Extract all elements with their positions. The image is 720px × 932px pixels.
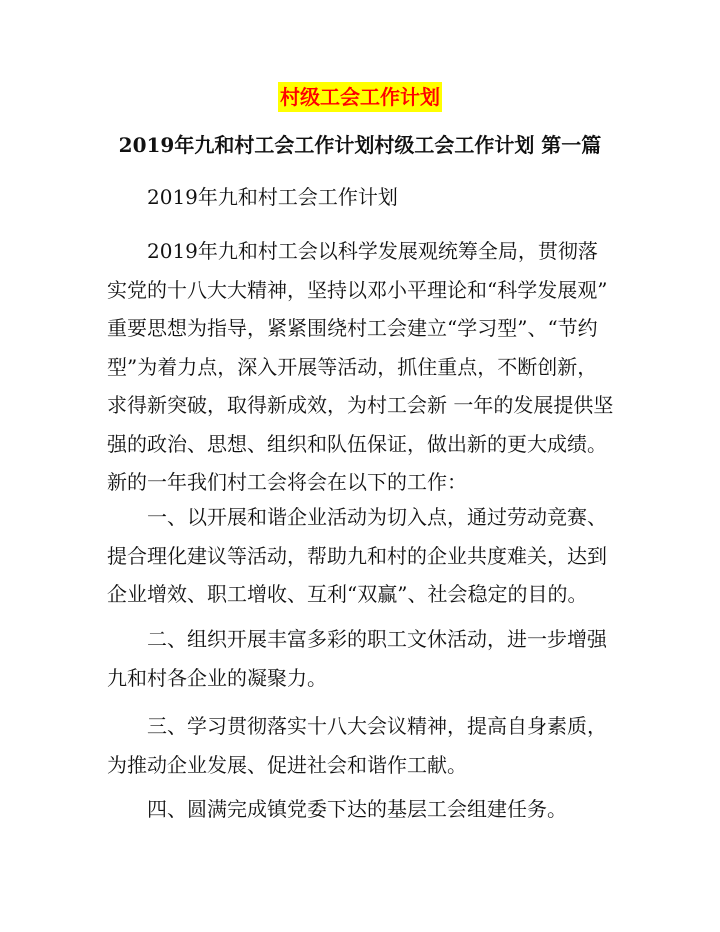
document-title: 村级工会工作计划 (278, 82, 442, 112)
plan-item-1: 一、以开展和谐企业活动为切入点，通过劳动竞赛、提合理化建议等活动，帮助九和村的企业共度难关，达到企业增效、职工增收、互利“双赢”、社会稳定的目的。 (107, 505, 607, 606)
plan-item-4: 四、圆满完成镇党委下达的基层工会组建任务。 (147, 797, 567, 821)
intro-paragraph: 2019年九和村工会以科学发展观统筹全局，贯彻落实党的十八大大精神，坚持以邓小平理论和“科学发展观” 重要思想为指导，紧紧围绕村工会建立“学习型”、“节约型”为着力点，深入开展等活动，抓住重点，不断创新，求得新突破，取得新成效，为村工会新 一年的发展提供坚强的政治、思想、组织和队伍保证，做出新的更大成绩。新的一年我们村工会将会在以下的工作： (107, 239, 614, 494)
document-subtitle: 2019年九和村工会工作计划村级工会工作计划 第一篇 (118, 133, 602, 157)
title-block (0, 82, 720, 112)
section-heading: 2019年九和村工会工作计划 (147, 185, 398, 209)
plan-item-2: 二、组织开展丰富多彩的职工文休活动，进一步增强九和村各企业的凝聚力。 (107, 627, 607, 690)
plan-item-3: 三、学习贯彻落实十八大会议精神，提高自身素质，为推动企业发展、促进社会和谐作工献。 (107, 714, 607, 777)
